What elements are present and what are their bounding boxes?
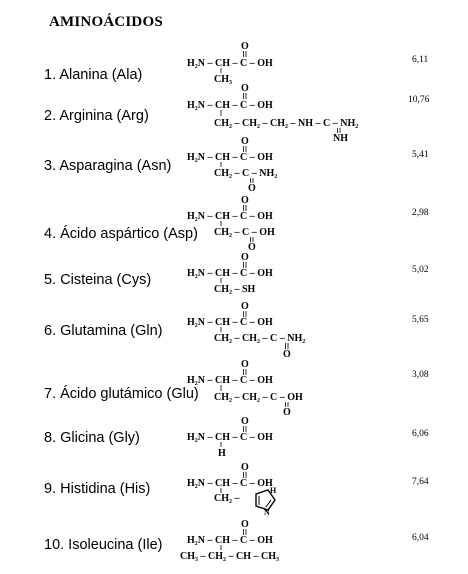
pka-value-glu: 3,08 xyxy=(412,370,429,380)
side-chain-formula: CH₃ xyxy=(214,74,232,85)
pka-value-gly: 6,06 xyxy=(412,429,429,439)
pka-value-his: 7,64 xyxy=(412,477,429,487)
carbonyl-oxygen-label: O xyxy=(241,83,249,94)
side-chain-formula: H xyxy=(218,448,226,459)
amino-acid-name-asp: 4. Ácido aspártico (Asp) xyxy=(44,226,198,242)
amino-acid-name-gly: 8. Glicina (Gly) xyxy=(44,430,140,446)
imine-group-label: NH xyxy=(333,133,348,144)
carbonyl-oxygen-label: O xyxy=(241,195,249,206)
backbone-formula: H₂N – CH – C – OH xyxy=(187,152,273,163)
side-chain-oxygen-label: O xyxy=(283,407,291,418)
backbone-formula: H₂N – CH – C – OH xyxy=(187,317,273,328)
backbone-formula: H₂N – CH – C – OH xyxy=(187,535,273,546)
side-chain-formula: CH₂ – SH xyxy=(214,284,256,295)
backbone-formula: H₂N – CH – C – OH xyxy=(187,211,273,222)
pka-value-cys: 5,02 xyxy=(412,265,429,275)
pka-value-ile: 6,04 xyxy=(412,533,429,543)
pka-value-asn: 5,41 xyxy=(412,150,429,160)
side-chain-formula: CH₂ – C – OH xyxy=(214,227,275,238)
page-title: AMINOÁCIDOS xyxy=(49,14,163,30)
amino-acid-name-ala: 1. Alanina (Ala) xyxy=(44,67,143,83)
side-chain-oxygen-label: O xyxy=(248,183,256,194)
pka-value-gln: 5,65 xyxy=(412,315,429,325)
backbone-formula: H₂N – CH – C – OH xyxy=(187,375,273,386)
side-chain-formula: CH₃ – CH₂ – CH – CH₃ xyxy=(180,551,279,562)
side-chain-formula: CH₂ – CH₂ – C – OH xyxy=(214,392,303,403)
carbonyl-oxygen-label: O xyxy=(241,252,249,263)
side-chain-formula: CH₂ – C – NH₂ xyxy=(214,168,278,179)
carbonyl-oxygen-label: O xyxy=(241,301,249,312)
ring-nitrogen-label: N xyxy=(264,508,270,517)
pka-value-asp: 2,98 xyxy=(412,208,429,218)
amino-acid-name-asn: 3. Asparagina (Asn) xyxy=(44,158,172,174)
pka-value-ala: 6,11 xyxy=(412,55,429,65)
backbone-formula: H₂N – CH – C – OH xyxy=(187,268,273,279)
amino-acid-name-gln: 6. Glutamina (Gln) xyxy=(44,323,163,339)
side-chain-formula: CH₂ – CH₂ – CH₂ – NH – C – NH₂ xyxy=(214,118,359,129)
carbonyl-oxygen-label: O xyxy=(241,462,249,473)
amino-acid-name-cys: 5. Cisteina (Cys) xyxy=(44,272,152,288)
side-chain-formula: CH₂ – xyxy=(214,493,240,504)
ring-hydrogen-label: H xyxy=(270,486,277,495)
carbonyl-oxygen-label: O xyxy=(241,41,249,52)
pka-value-arg: 10,76 xyxy=(408,95,430,105)
side-chain-formula: CH₂ – CH₂ – C – NH₂ xyxy=(214,333,306,344)
carbonyl-oxygen-label: O xyxy=(241,359,249,370)
backbone-formula: H₂N – CH – C – OH xyxy=(187,478,273,489)
amino-acid-name-his: 9. Histidina (His) xyxy=(44,481,151,497)
amino-acid-name-arg: 2. Arginina (Arg) xyxy=(44,108,149,124)
amino-acid-name-ile: 10. Isoleucina (Ile) xyxy=(44,537,163,553)
amino-acid-name-glu: 7. Ácido glutámico (Glu) xyxy=(44,386,199,402)
carbonyl-oxygen-label: O xyxy=(241,519,249,530)
carbonyl-oxygen-label: O xyxy=(241,136,249,147)
side-chain-oxygen-label: O xyxy=(248,242,256,253)
backbone-formula: H₂N – CH – C – OH xyxy=(187,58,273,69)
backbone-formula: H₂N – CH – C – OH xyxy=(187,432,273,443)
carbonyl-oxygen-label: O xyxy=(241,416,249,427)
backbone-formula: H₂N – CH – C – OH xyxy=(187,100,273,111)
side-chain-oxygen-label: O xyxy=(283,349,291,360)
